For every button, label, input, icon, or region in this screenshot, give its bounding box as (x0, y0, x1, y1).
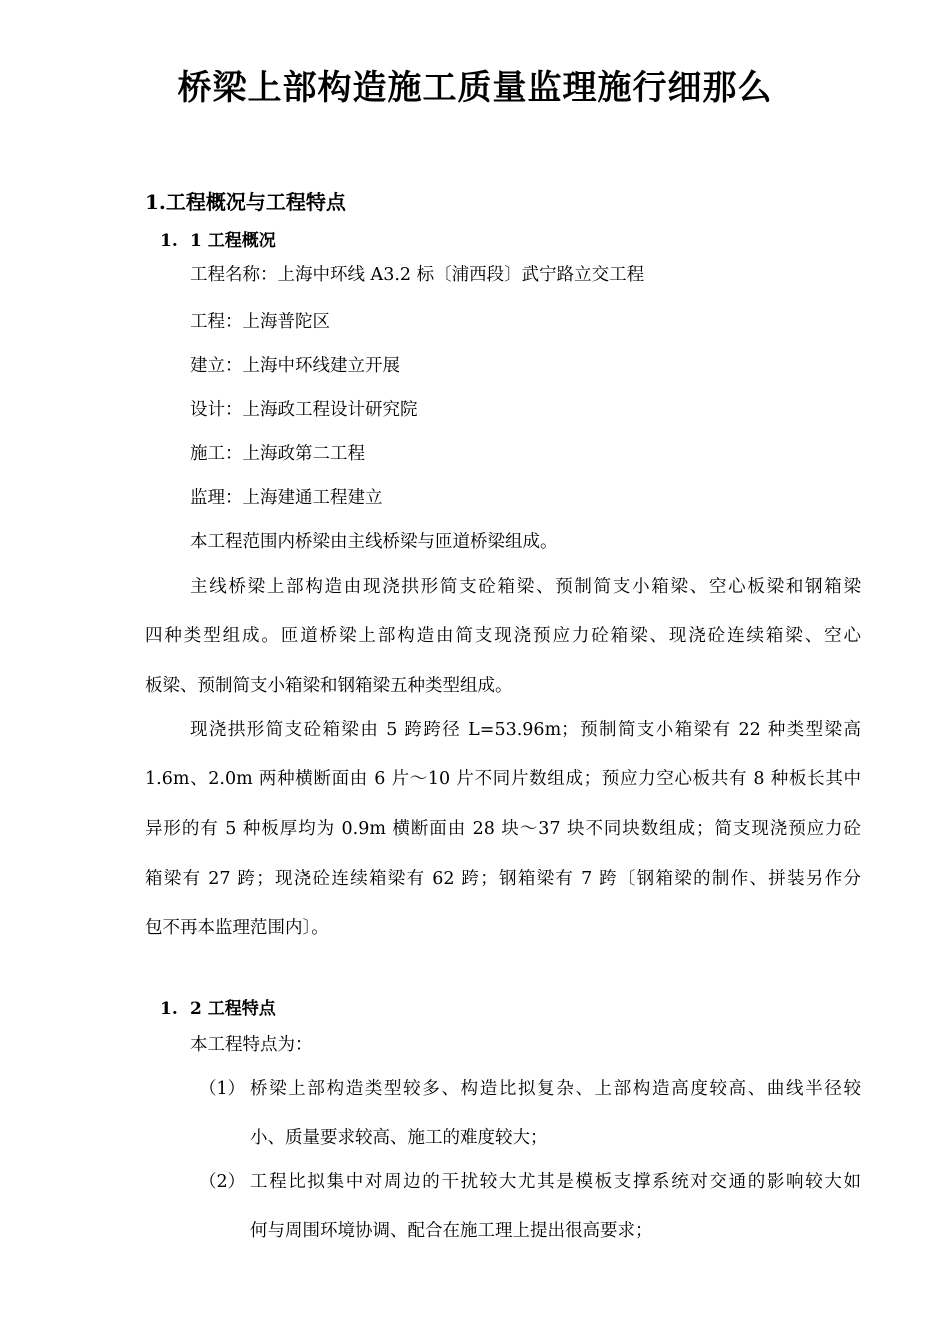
document-title: 桥梁上部构造施工质量监理施行细那么 (177, 68, 773, 108)
info-line: 本工程范围内桥梁由主线桥梁与匝道桥梁组成。 (190, 532, 558, 552)
paragraph-line: 1.6m、2.0m 两种横断面由 6 片～10 片不同片数组成；预应力空心板共有 8 种板长其中 (145, 769, 861, 789)
list-item-number: （2） (199, 1172, 246, 1192)
list-item-line: 工程比拟集中对周边的干扰较大尤其是模板支撑系统对交通的影响较大如 (250, 1172, 861, 1192)
list-item-line: 小、质量要求较高、施工的难度较大； (250, 1128, 548, 1148)
paragraph-line: 现浇拱形简支砼箱梁由 5 跨跨径 L=53.96m；预制简支小箱梁有 22 种类型梁高 (190, 720, 861, 740)
info-line: 工程名称：上海中环线 A3.2 标〔浦西段〕武宁路立交工程 (190, 265, 645, 285)
paragraph-line: 主线桥梁上部构造由现浇拱形简支砼箱梁、预制简支小箱梁、空心板梁和钢箱梁 (190, 577, 861, 597)
subsection-title: 2 工程特点 (190, 999, 276, 1019)
paragraph-line: 四种类型组成。匝道桥梁上部构造由简支现浇预应力砼箱梁、现浇砼连续箱梁、空心 (145, 626, 861, 646)
info-line: 设计：上海政工程设计研究院 (190, 400, 418, 420)
paragraph-line: 包不再本监理范围内〕。 (145, 918, 329, 938)
subsection-number: 1. (160, 231, 178, 251)
paragraph-line: 箱梁有 27 跨；现浇砼连续箱梁有 62 跨；钢箱梁有 7 跨〔钢箱梁的制作、拼装另作分 (145, 869, 861, 889)
list-item-line: 何与周围环境协调、配合在施工理上提出很高要求； (250, 1221, 653, 1241)
info-line: 工程：上海普陀区 (190, 312, 330, 332)
list-item-number: （1） (199, 1079, 246, 1099)
list-item-line: 桥梁上部构造类型较多、构造比拟复杂、上部构造高度较高、曲线半径较 (250, 1079, 861, 1099)
info-line: 监理：上海建通工程建立 (190, 488, 383, 508)
subsection-heading (160, 226, 276, 251)
paragraph-line: 异形的有 5 种板厚均为 0.9m 横断面由 28 块～37 块不同块数组成；简支现浇预应力砼 (145, 819, 861, 839)
section-heading: 1.工程概况与工程特点 (145, 190, 346, 214)
info-line: 施工：上海政第二工程 (190, 444, 365, 464)
subsection-heading (160, 994, 276, 1019)
subsection-title: 1 工程概况 (190, 231, 276, 251)
subsection-number: 1. (160, 999, 178, 1019)
paragraph-line: 板梁、预制简支小箱梁和钢箱梁五种类型组成。 (145, 676, 513, 696)
intro-line: 本工程特点为： (190, 1035, 313, 1055)
info-line: 建立：上海中环线建立开展 (190, 356, 400, 376)
